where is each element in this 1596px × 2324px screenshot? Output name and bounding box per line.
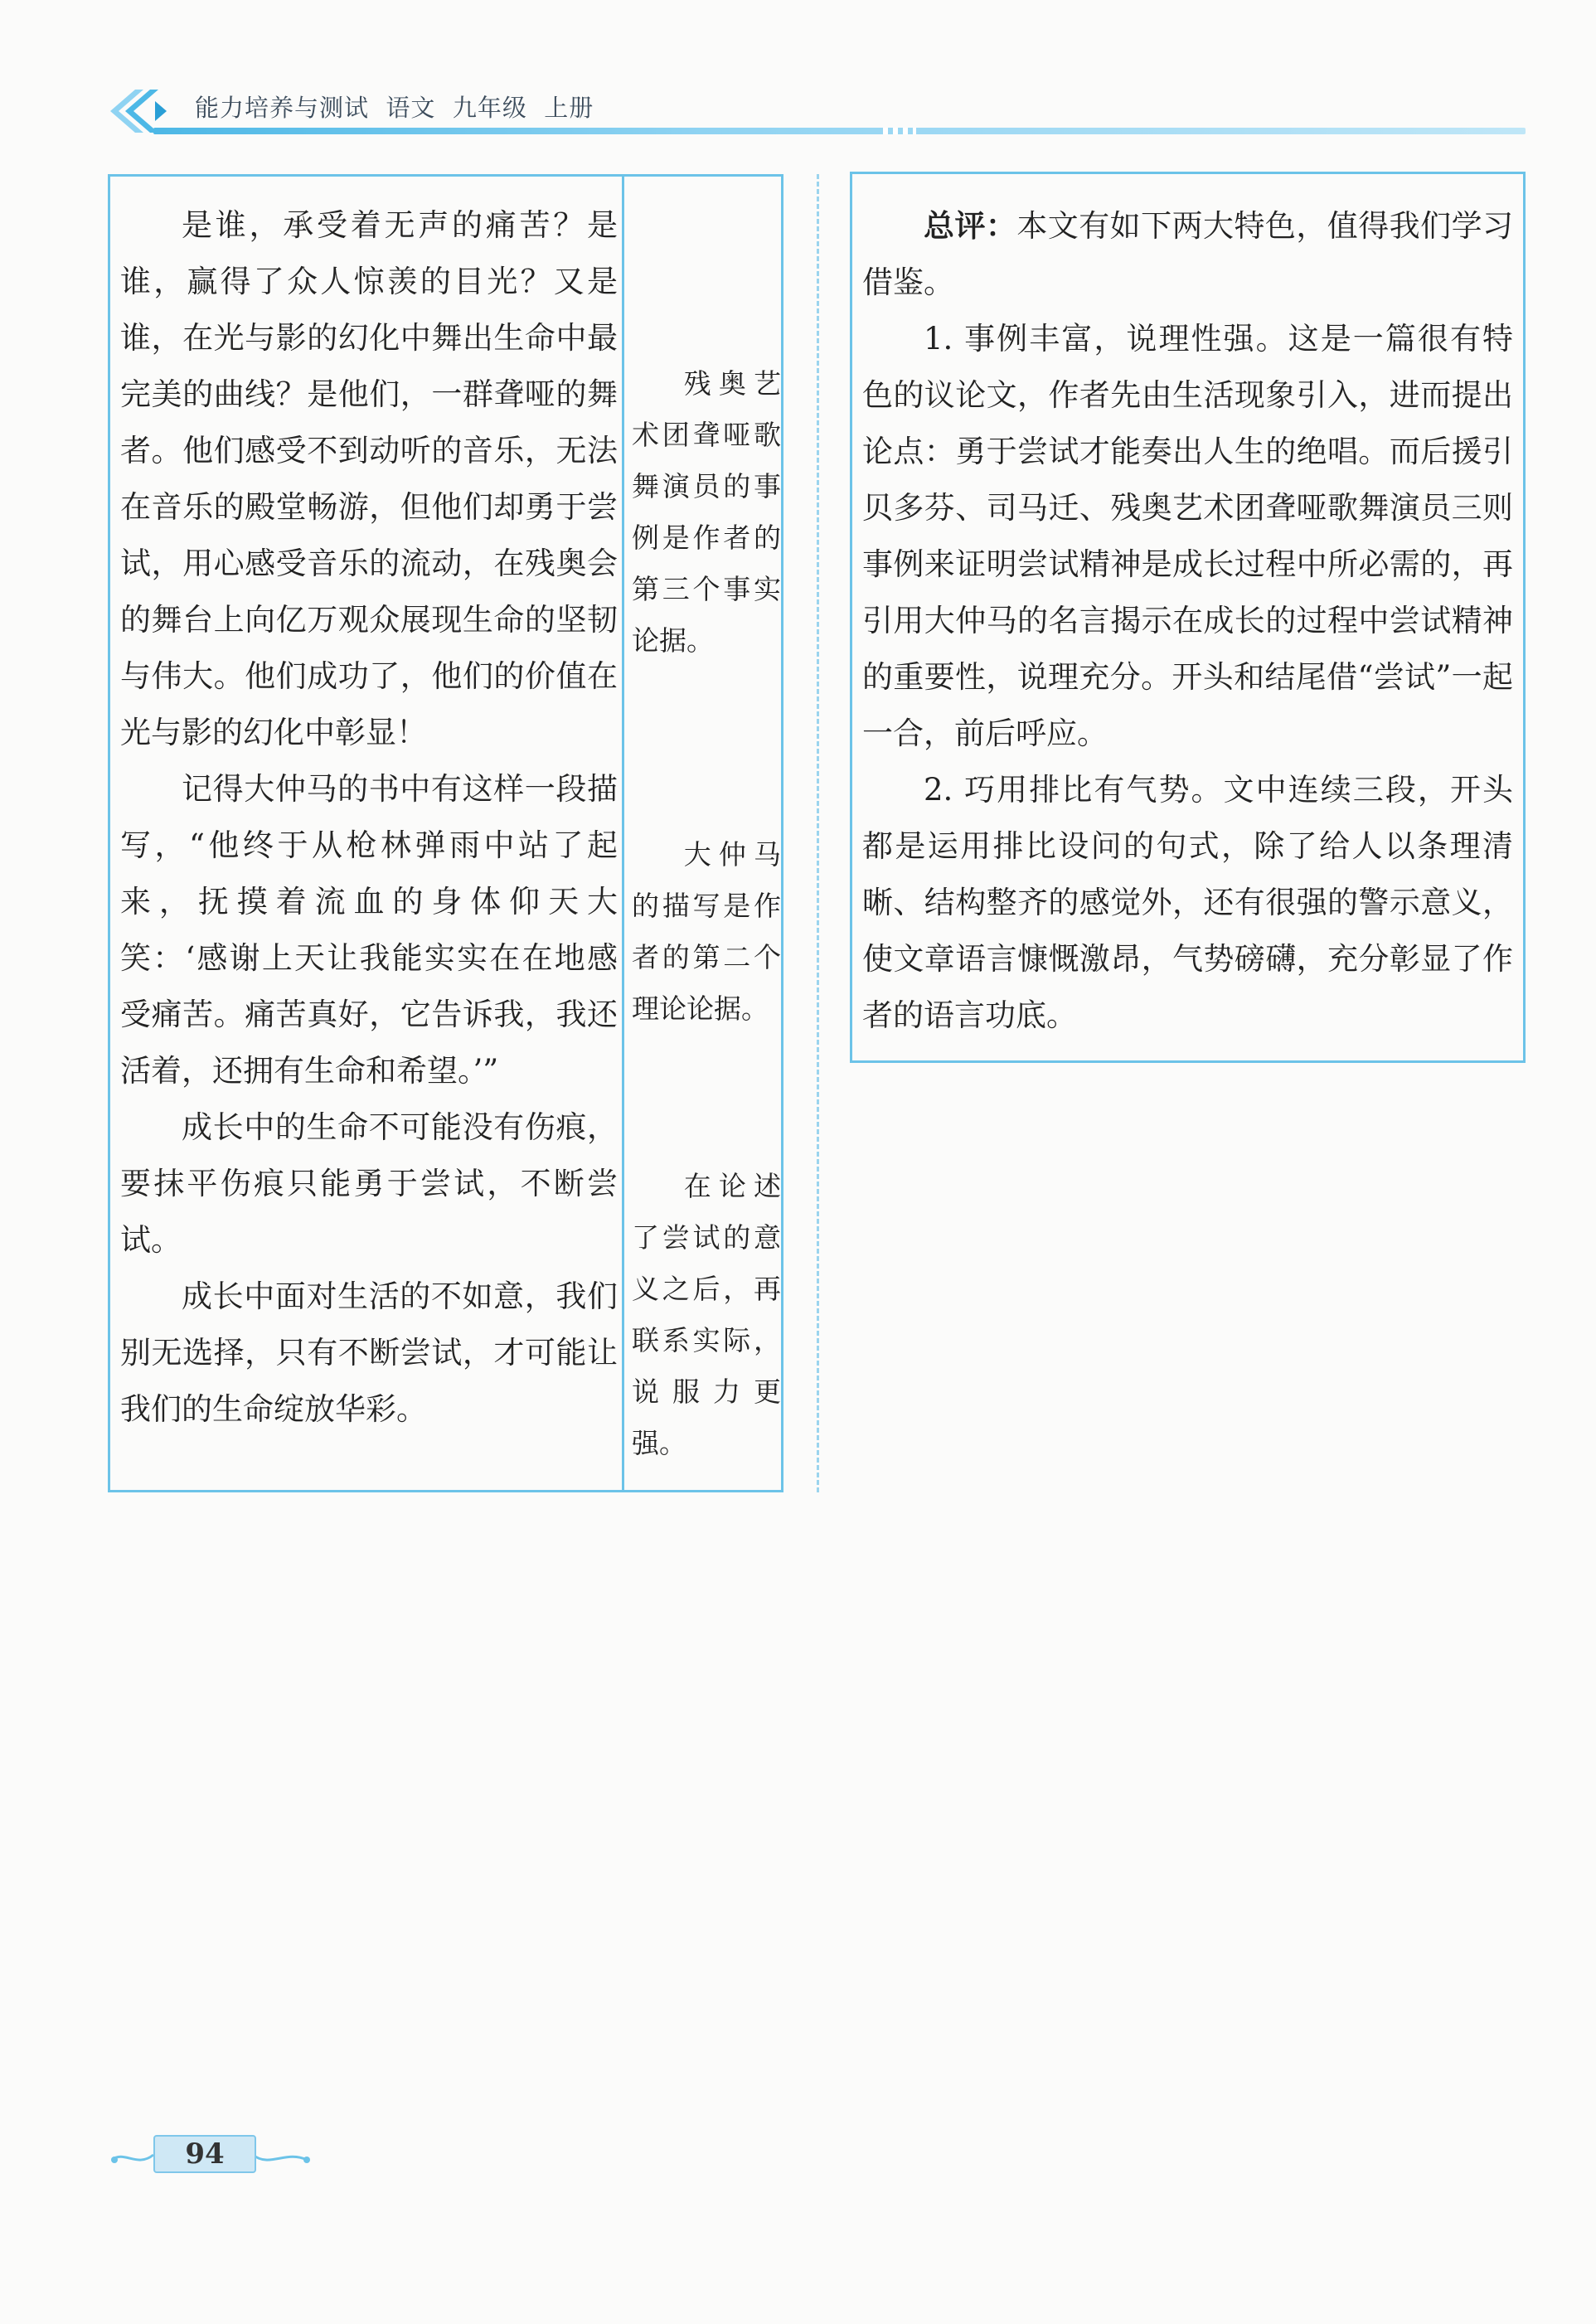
essay-notes-divider (622, 174, 624, 1492)
column-divider (817, 174, 819, 1492)
margin-note (632, 358, 781, 667)
essay-text (120, 197, 618, 1438)
summary-point: 2. 巧用排比有气势。文中连续三段，开头都是运用排比设问的句式，除了给人以条理清晰、结构整齐的感觉外，还有很强的警示意义，使文章语言慷慨激昂，气势磅礴，充分彰显了作者的语言功底。 (862, 772, 1513, 1033)
margin-note-text: 在论述了尝试的意义之后，再联系实际，说服力更强。 (632, 1170, 781, 1459)
margin-note-text: 大仲马的描写是作者的第二个理论论据。 (632, 838, 781, 1025)
summary-intro: 本文有如下两大特色，值得我们学习借鉴。 (862, 208, 1514, 300)
margin-note (632, 1161, 781, 1469)
margin-note-text: 残奥艺术团聋哑歌舞演员的事例是作者的第三个事实论据。 (632, 367, 781, 657)
summary-paragraph (862, 197, 1513, 311)
book-title: 能力培养与测试 语文 九年级 上册 (195, 94, 594, 122)
page-number: 94 (153, 2135, 256, 2173)
summary-point: 1. 事例丰富，说理性强。这是一篇很有特色的议论文，作者先由生活现象引入，进而提出论点：勇于尝试才能奏出人生的绝唱。而后援引贝多芬、司马迁、残奥艺术团聋哑歌舞演员三则事例来证明尝试精神是成长过程中所必需的，再引用大仲马的名言揭示在成长的过程中尝试精神的重要性，说理充分。开头和结尾借“尝试”一起一合，前后呼应。 (862, 321, 1513, 751)
chevron-left-icon (104, 85, 170, 134)
essay-paragraph: 是谁，承受着无声的痛苦？是谁，赢得了众人惊羡的目光？又是谁，在光与影的幻化中舞出生命中最完美的曲线？是他们，一群聋哑的舞者。他们感受不到动听的音乐，无法在音乐的殿堂畅游，但他们却勇于尝试，用心感受音乐的流动，在残奥会的舞台上向亿万观众展现生命的坚韧与伟大。他们成功了，他们的价值在光与影的幻化中彰显！ (120, 207, 618, 750)
commentary-text (862, 197, 1513, 1044)
page-number-ornament (108, 2135, 315, 2176)
header-rule (153, 128, 1526, 134)
page-header (104, 85, 1526, 143)
header-rule-dashes (883, 128, 916, 134)
margin-note (632, 829, 781, 1035)
essay-paragraph: 记得大仲马的书中有这样一段描写，“他终于从枪林弹雨中站了起来，抚摸着流血的身体仰天大笑：‘感谢上天让我能实实在在地感受痛苦。痛苦真好，它告诉我，我还活着，还拥有生命和希望。’” (120, 771, 618, 1089)
summary-label: 总评： (924, 207, 1017, 244)
essay-paragraph: 成长中的生命不可能没有伤痕，要抹平伤痕只能勇于尝试，不断尝试。 (120, 1109, 618, 1258)
essay-paragraph: 成长中面对生活的不如意，我们别无选择，只有不断尝试，才可能让我们的生命绽放华彩。 (120, 1278, 618, 1427)
